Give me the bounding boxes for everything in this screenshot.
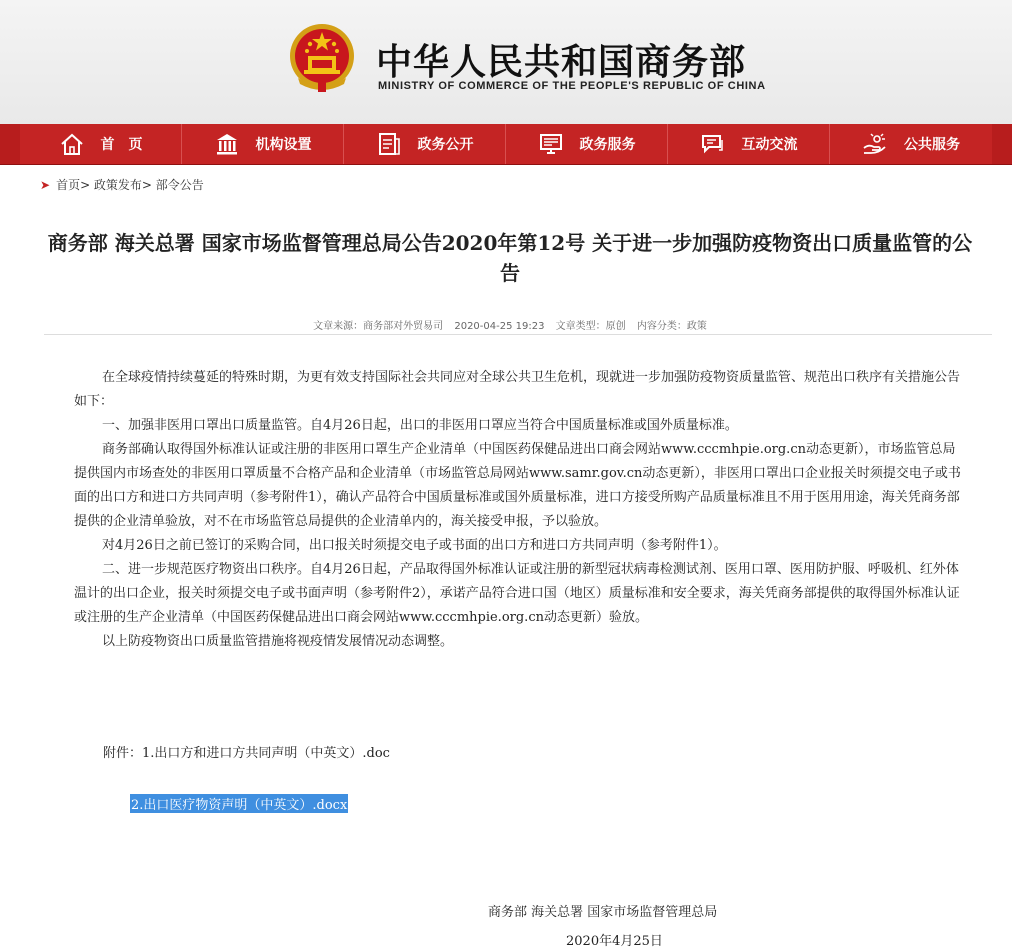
meta-type: 文章类型：原创: [555, 321, 626, 332]
meta-date: 2020-04-25 19:23: [454, 321, 545, 332]
nav-item-public-services[interactable]: [830, 124, 992, 164]
breadcrumb: [40, 176, 204, 193]
nav-item-interaction[interactable]: [668, 124, 830, 164]
nav-label-home: 首 页: [100, 137, 143, 153]
nav-item-government-affairs[interactable]: [344, 124, 506, 164]
nav-label-interaction: 互动交流: [741, 137, 798, 153]
paragraph: 二、进一步规范医疗物资出口秩序。自4月26日起，产品取得国外标准认证或注册的新型冠状病毒检测试剂、医用口罩、医用防护服、呼吸机、红外体温计的出口企业，报关时须提交电子或书面声明（参考附件2），承诺产品符合进口国（地区）质量标准和安全要求，海关凭商务部提供的取得国外标准认证或注册的生产企业清单（中国医药保健品进出口商会网站www.cccmhpie.org.cn动态更新）验放。: [74, 562, 960, 625]
main-nav: [0, 124, 1012, 165]
site-title-en: MINISTRY OF COMMERCE OF THE PEOPLE'S REPUBLIC OF CHINA: [378, 80, 766, 92]
nav-label-government-services: 政务服务: [579, 137, 636, 153]
article-title: 商务部 海关总署 国家市场监督管理总局公告2020年第12号 关于进一步加强防疫物资出口质量监管的公告: [47, 231, 973, 285]
signatory: 商务部 海关总署 国家市场监督管理总局: [488, 905, 718, 920]
nav-item-organization[interactable]: [182, 124, 344, 164]
breadcrumb-text[interactable]: 首页> 政策发布> 部令公告: [56, 178, 204, 192]
monitor-icon: [538, 131, 564, 157]
home-icon: [59, 131, 85, 157]
paragraph: 在全球疫情持续蔓延的特殊时期，为更有效支持国际社会共同应对全球公共卫生危机，现就进一步加强防疫物资质量监管、规范出口秩序有关措施公告如下：: [74, 370, 961, 409]
building-icon: [214, 131, 240, 157]
paragraph: 对4月26日之前已签订的采购合同，出口报关时须提交电子或书面的出口方和进口方共同声明（参考附件1）。: [102, 538, 727, 553]
attachment-link-1[interactable]: 附件：1.出口方和进口方共同声明（中英文）.doc: [103, 746, 390, 761]
attachment-link-2[interactable]: 2.出口医疗物资声明（中英文）.docx: [130, 794, 348, 813]
site-title-cn: 中华人民共和国商务部: [376, 42, 747, 83]
paragraph: 一、加强非医用口罩出口质量监管。自4月26日起，出口的非医用口罩应当符合中国质量标准或国外质量标准。: [102, 418, 738, 433]
site-header: [0, 0, 1012, 124]
nav-label-government-affairs: 政务公开: [417, 137, 474, 153]
meta-source: 文章来源：商务部对外贸易司: [313, 321, 444, 332]
document-icon: [376, 131, 402, 157]
sign-date: 2020年4月25日: [566, 934, 663, 949]
hand-service-icon: [862, 131, 888, 157]
nav-label-organization: 机构设置: [255, 137, 312, 153]
article-body: [74, 366, 968, 654]
article-meta: [40, 317, 980, 332]
chevron-right-icon: ➤: [40, 177, 51, 192]
chat-icon: [700, 131, 726, 157]
divider: [44, 334, 992, 335]
meta-category: 内容分类：政策: [636, 321, 707, 332]
nav-item-government-services[interactable]: [506, 124, 668, 164]
nav-label-public-services: 公共服务: [904, 137, 960, 153]
national-emblem-icon[interactable]: [288, 22, 356, 94]
nav-item-home[interactable]: [20, 124, 182, 164]
paragraph: 以上防疫物资出口质量监管措施将视疫情发展情况动态调整。: [102, 634, 454, 649]
paragraph: 商务部确认取得国外标准认证或注册的非医用口罩生产企业清单（中国医药保健品进出口商会网站www.cccmhpie.org.cn动态更新），市场监管总局提供国内市场查处的非医用口罩质量不合格产品和企业清单（市场监管总局网站www.samr.gov.cn动态更新），非医用口罩出口企业报关时须提交电子或书面的出口方和进口方共同声明（参考附件1），确认产品符合中国质量标准或国外质量标准，进口方接受所购产品质量标准且不用于医用用途，海关凭商务部提供的企业清单验放，对不在市场监管总局提供的企业清单内的，海关接受申报，予以验放。: [74, 442, 961, 529]
